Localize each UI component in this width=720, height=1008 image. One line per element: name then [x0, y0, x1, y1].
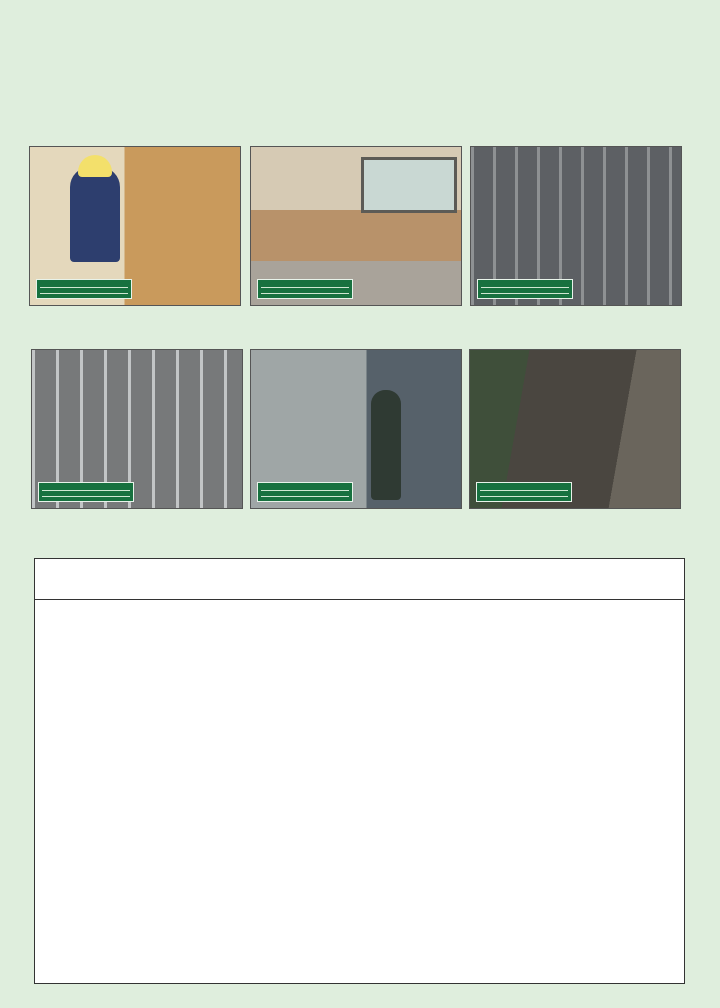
photo-stair-wall	[31, 349, 243, 509]
photo-balcony-mortar	[469, 349, 681, 509]
photo-board	[257, 482, 353, 502]
photo-board	[477, 279, 573, 299]
schedule-grid	[35, 599, 684, 983]
photo-panel-baseboard	[250, 146, 462, 306]
photo-board	[36, 279, 132, 299]
photo-board	[257, 279, 353, 299]
photo-waist-panel	[29, 146, 241, 306]
photo-board	[476, 482, 572, 502]
photo-board	[38, 482, 134, 502]
schedule-table	[34, 558, 685, 984]
photo-window-waterproof	[250, 349, 462, 509]
schedule-title-bar	[35, 559, 684, 600]
photo-toilet-wall	[470, 146, 682, 306]
